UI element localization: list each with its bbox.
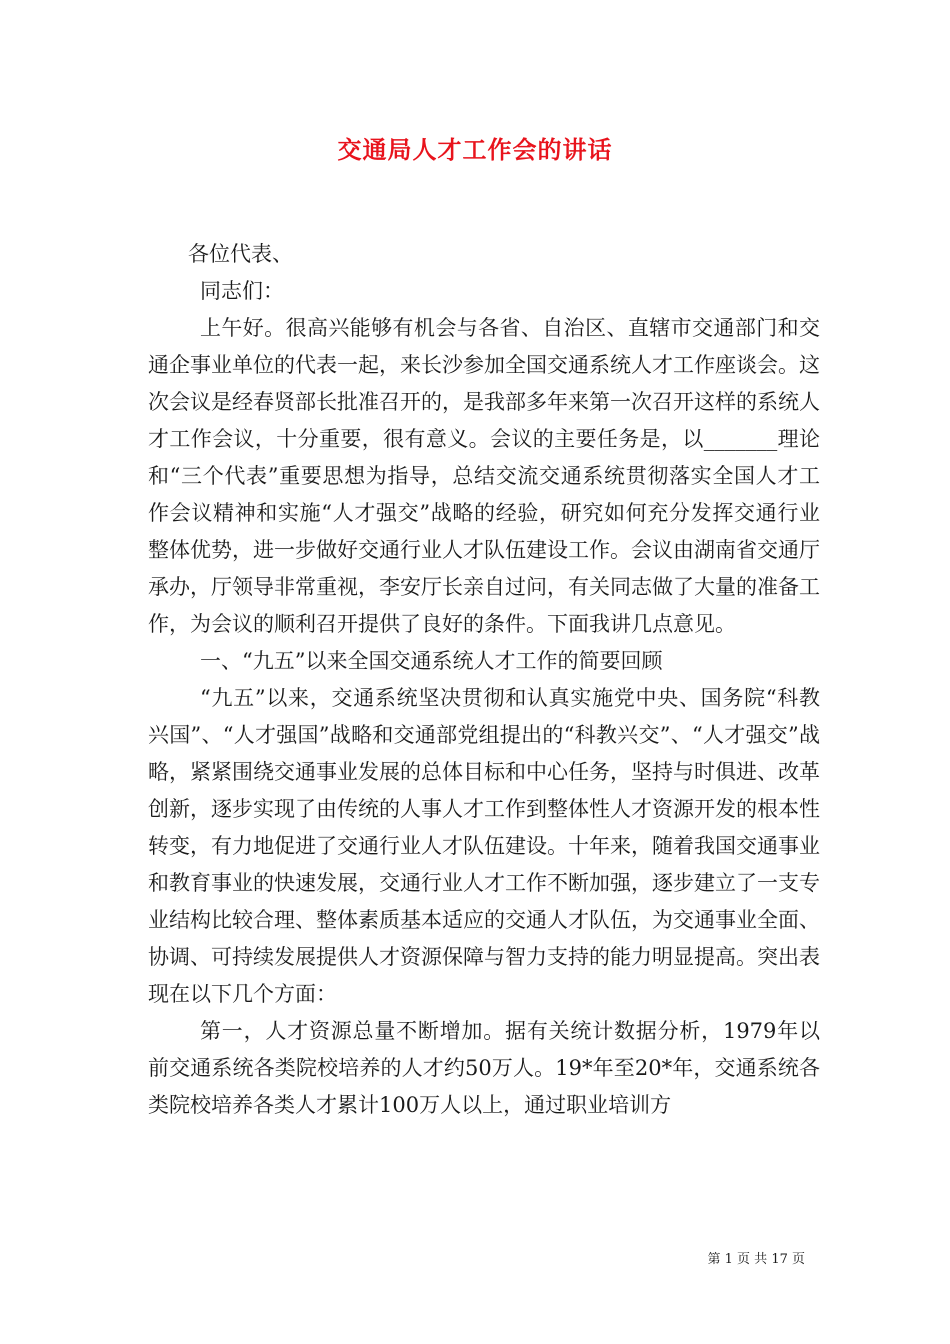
paragraph-intro: 上午好。很高兴能够有机会与各省、自治区、直辖市交通部门和交通企事业单位的代表一起，来长沙参加全国交通系统人才工作座谈会。这次会议是经春贤部长批准召开的，是我部多年来第一次召开这样的系统人才工作会议，十分重要，很有意义。会议的主要任务是，以_______理论和“三个代表”重要思想为指导，总结交流交通系统贯彻落实全国人才工作会议精神和实施“人才强交”战略的经验，研究如何充分发挥交通行业整体优势，进一步做好交通行业人才队伍建设工作。会议由湖南省交通厅承办，厅领导非常重视，李安厅长亲自过问，有关同志做了大量的准备工作，为会议的顺利召开提供了良好的条件。下面我讲几点意见。 (148, 316, 820, 636)
salutation-line-1: 各位代表、 (188, 242, 293, 266)
paragraph-first-point: 第一，人才资源总量不断增加。据有关统计数据分析，1979年以前交通系统各类院校培养的人才约50万人。19*年至20*年，交通系统各类院校培养各类人才累计100万人以上，通过职业培训方 (148, 1019, 820, 1117)
document-body (148, 236, 820, 1124)
section-heading: 一、“九五”以来全国交通系统人才工作的简要回顾 (200, 649, 663, 673)
page-indicator: 第 1 页 共 17 页 (707, 1252, 805, 1267)
paragraph-review: “九五”以来，交通系统坚决贯彻和认真实施党中央、国务院“科教兴国”、“人才强国”战略和交通部党组提出的“科教兴交”、“人才强交”战略，紧紧围绕交通事业发展的总体目标和中心任务，坚持与时俱进、改革创新，逐步实现了由传统的人事人才工作到整体性人才资源开发的根本性转变，有力地促进了交通行业人才队伍建设。十年来，随着我国交通事业和教育事业的快速发展，交通行业人才工作不断加强，逐步建立了一支专业结构比较合理、整体素质基本适应的交通人才队伍，为交通事业全面、协调、可持续发展提供人才资源保障与智力支持的能力明显提高。突出表现在以下几个方面： (148, 686, 820, 1006)
document-title: 交通局人才工作会的讲话 (337, 135, 613, 164)
salutation-line-2: 同志们： (200, 279, 284, 303)
